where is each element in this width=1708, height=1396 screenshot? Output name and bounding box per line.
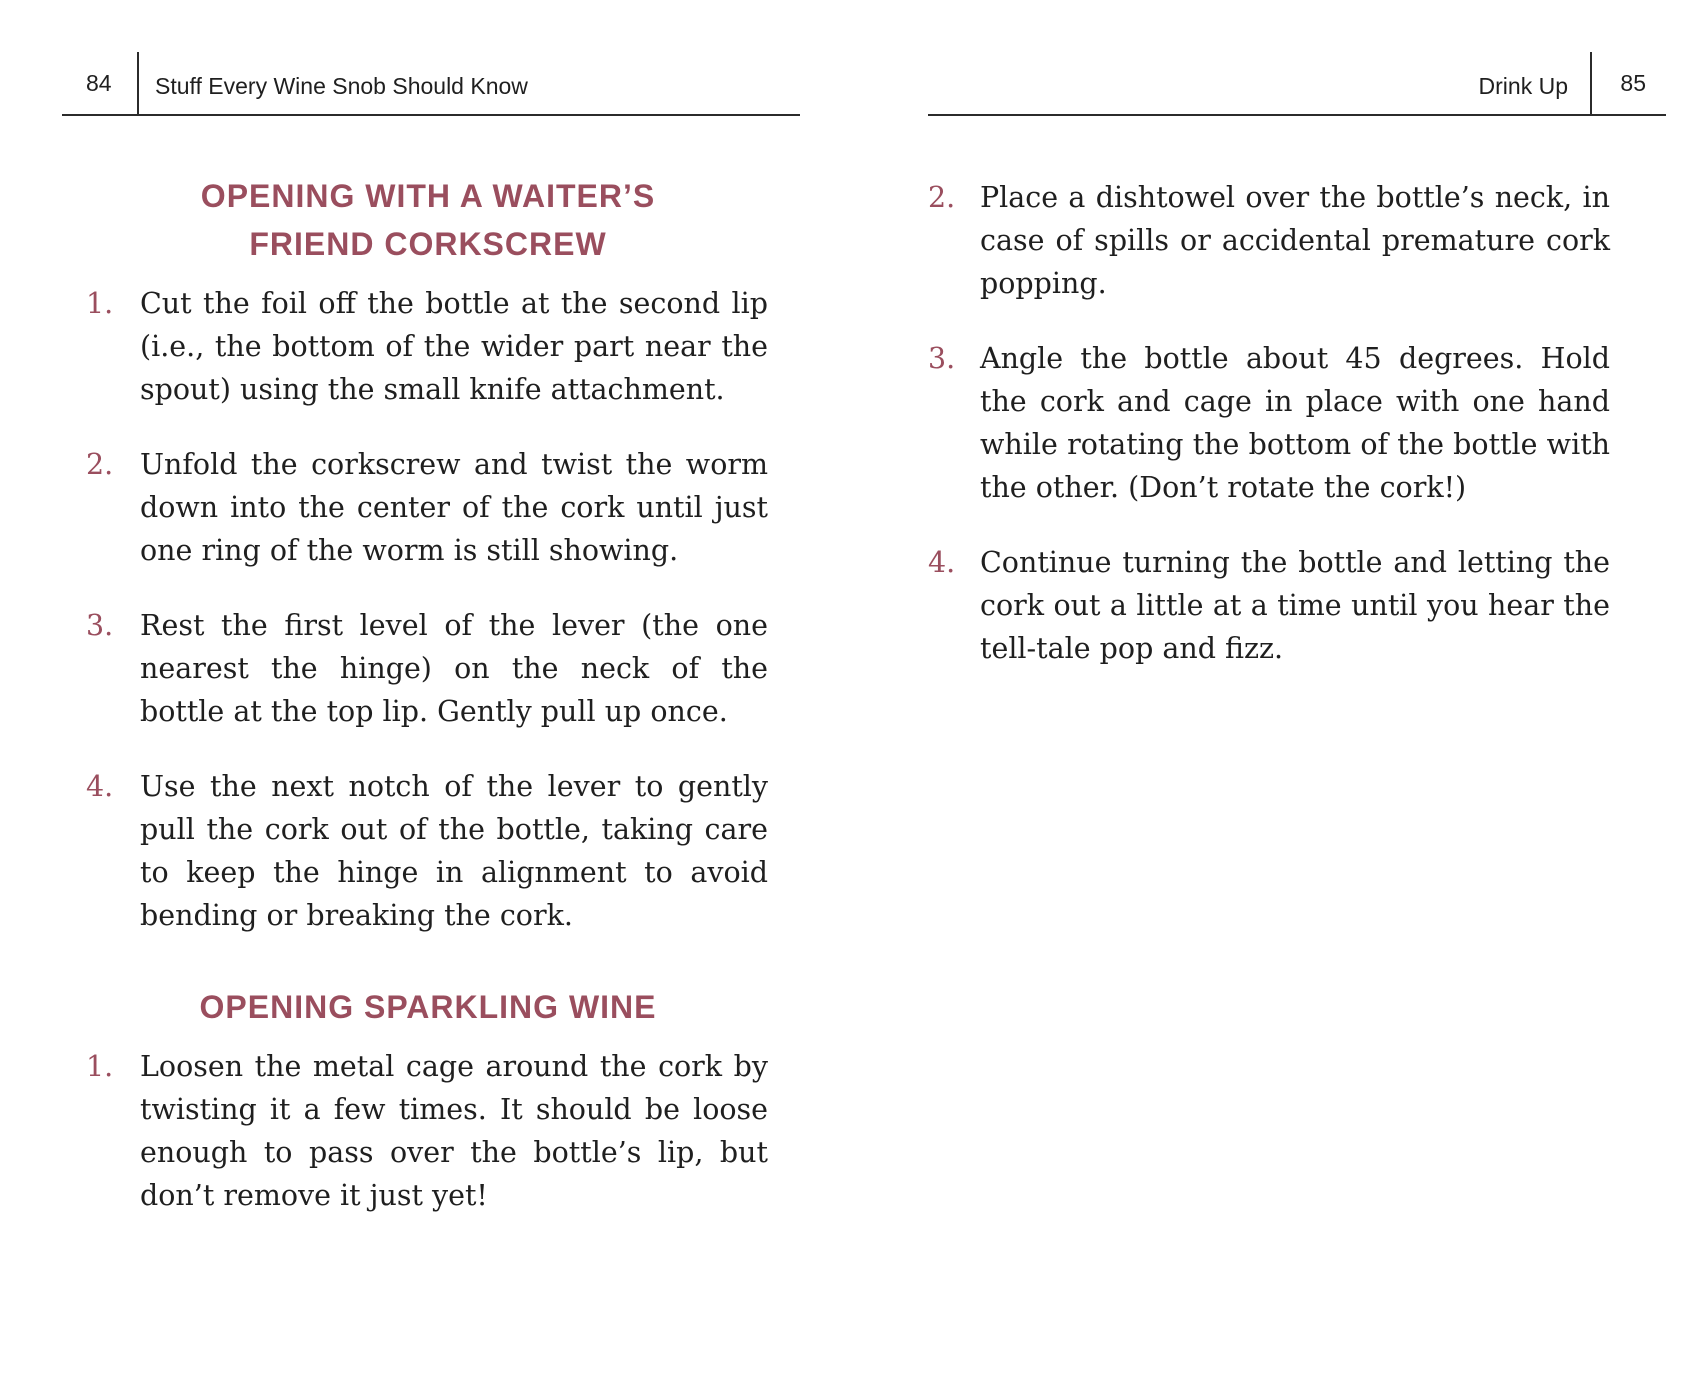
right-page (854, 0, 1708, 1396)
section-heading-sparkling-wine: OPENING SPARKLING WINE (199, 989, 657, 1025)
heading-line: FRIEND CORKSCREW (249, 226, 607, 262)
right-page-content (928, 176, 1610, 702)
step-number: 3. (86, 609, 114, 642)
list-item (88, 1045, 768, 1217)
list-item (928, 337, 1610, 509)
step-number: 3. (928, 342, 956, 375)
header-divider (1590, 52, 1592, 114)
page-number: 85 (1620, 70, 1646, 96)
step-text: Continue turning the bottle and letting the cork out a little at a time until you hear the tell-tale pop and fizz. (980, 546, 1610, 665)
step-number: 1. (86, 287, 114, 320)
step-text: Place a dishtowel over the bottle’s neck, in case of spills or accidental premature cork popping. (980, 181, 1610, 300)
list-item (88, 765, 768, 937)
step-number: 2. (928, 181, 956, 214)
running-head (928, 52, 1666, 116)
list-item (928, 541, 1610, 670)
header-divider (137, 52, 139, 114)
sparkling-steps-list-continued (928, 176, 1610, 670)
step-number: 4. (86, 770, 114, 803)
step-number: 4. (928, 546, 956, 579)
sparkling-steps-list (88, 1045, 768, 1217)
corkscrew-steps-list (88, 282, 768, 937)
list-item (88, 443, 768, 572)
left-page-content (88, 172, 768, 1249)
section-heading-waiters-friend (88, 172, 768, 268)
chapter-title: Drink Up (1478, 73, 1568, 99)
book-title: Stuff Every Wine Snob Should Know (155, 73, 528, 99)
list-item (928, 176, 1610, 305)
step-text: Angle the bottle about 45 degrees. Hold the cork and cage in place with one hand while rotating the bottom of the bottle with the other. (Don’t rotate the cork!) (980, 342, 1610, 504)
page-number: 84 (86, 70, 112, 96)
list-item (88, 282, 768, 411)
step-text: Unfold the corkscrew and twist the worm down into the center of the cork until just one ring of the worm is still showing. (140, 448, 768, 567)
list-item (88, 604, 768, 733)
step-text: Rest the first level of the lever (the one nearest the hinge) on the neck of the bottle at the top lip. Gently pull up once. (140, 609, 768, 728)
step-text: Cut the foil off the bottle at the second lip (i.e., the bottom of the wider part near the spout) using the small knife attachment. (140, 287, 768, 406)
heading-line: OPENING WITH A WAITER’S (200, 178, 656, 214)
step-number: 1. (86, 1050, 114, 1083)
step-text: Loosen the metal cage around the cork by twisting it a few times. It should be loose enough to pass over the bottle’s lip, but don’t remove it just yet! (140, 1050, 768, 1212)
step-text: Use the next notch of the lever to gently pull the cork out of the bottle, taking care to keep the hinge in alignment to avoid bending or breaking the cork. (140, 770, 768, 932)
step-number: 2. (86, 448, 114, 481)
running-head (62, 52, 800, 116)
